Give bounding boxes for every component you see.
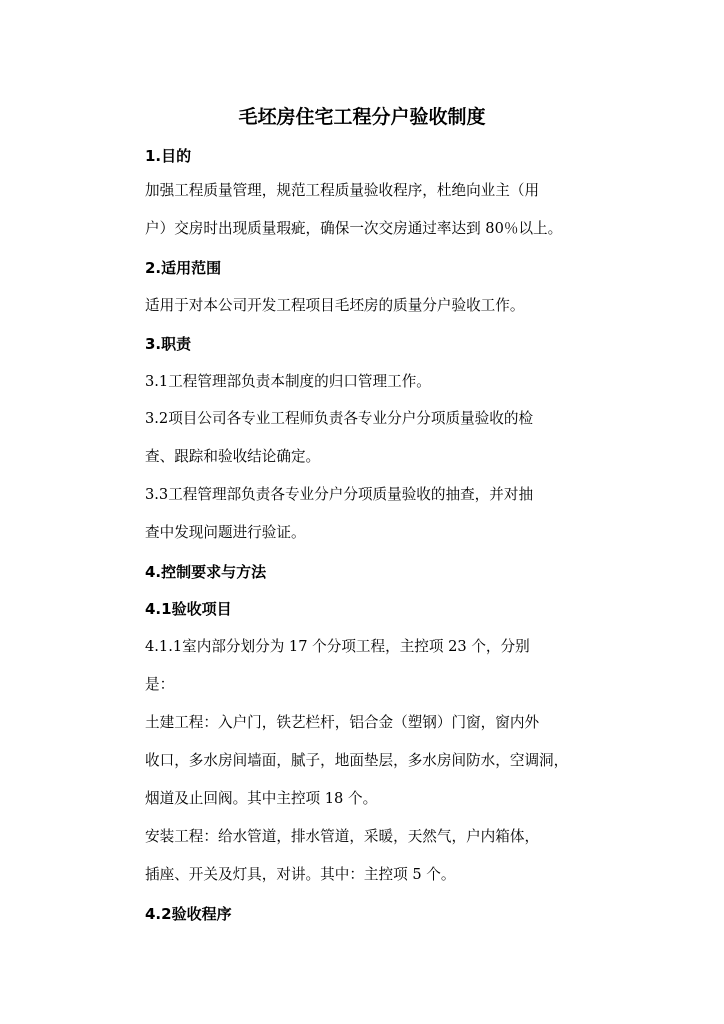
text-line: 安装工程：给水管道，排水管道，采暖，天然气，户内箱体， xyxy=(145,828,540,845)
text-line: 3.2项目公司各专业工程师负责各专业分户分项质量验收的检 xyxy=(145,410,534,427)
text-line: 土建工程：入户门，铁艺栏杆，铝合金（塑钢）门窗，窗内外 xyxy=(145,714,540,731)
paragraph-scope xyxy=(110,287,616,325)
subsection-heading-4-1: 4.1验收项目 xyxy=(145,600,232,618)
paragraph-responsibility-3-1 xyxy=(110,363,616,401)
text-line: 适用于对本公司开发工程项目毛坯房的质量分户验收工作。 xyxy=(145,297,525,314)
text-line: 3.3工程管理部负责各专业分户分项质量验收的抽查，并对抽 xyxy=(145,486,534,503)
section-heading-purpose: 1.目的 xyxy=(145,147,192,165)
paragraph-responsibility-3-3 xyxy=(110,476,616,552)
paragraph-installation-works xyxy=(110,818,616,894)
paragraph-4-1-1 xyxy=(110,628,616,704)
document-title: 毛坯房住宅工程分户验收制度 xyxy=(238,106,486,128)
text-line: 3.1工程管理部负责本制度的归口管理工作。 xyxy=(145,373,431,390)
text-line: 是： xyxy=(145,676,175,693)
subsection-heading-4-2: 4.2验收程序 xyxy=(145,905,232,923)
section-heading-control: 4.控制要求与方法 xyxy=(145,563,267,581)
text-line: 查、跟踪和验收结论确定。 xyxy=(145,448,321,465)
text-line: 查中发现问题进行验证。 xyxy=(145,524,306,541)
text-line: 收口，多水房间墙面，腻子，地面垫层，多水房间防水，空调洞， xyxy=(145,752,569,769)
section-heading-scope: 2.适用范围 xyxy=(145,259,222,277)
paragraph-civil-works xyxy=(110,704,616,818)
text-line: 户）交房时出现质量瑕疵，确保一次交房通过率达到 80％以上。 xyxy=(145,220,563,237)
section-heading-responsibilities: 3.职责 xyxy=(145,335,192,353)
text-line: 4.1.1室内部分划分为 17 个分项工程，主控项 23 个，分别 xyxy=(145,638,530,655)
text-line: 烟道及止回阀。其中主控项 18 个。 xyxy=(145,790,378,807)
text-line: 加强工程质量管理，规范工程质量验收程序，杜绝向业主（用 xyxy=(145,182,540,199)
paragraph-purpose xyxy=(110,172,616,248)
text-line: 插座、开关及灯具，对讲。其中：主控项 5 个。 xyxy=(145,866,456,883)
paragraph-responsibility-3-2 xyxy=(110,400,616,476)
